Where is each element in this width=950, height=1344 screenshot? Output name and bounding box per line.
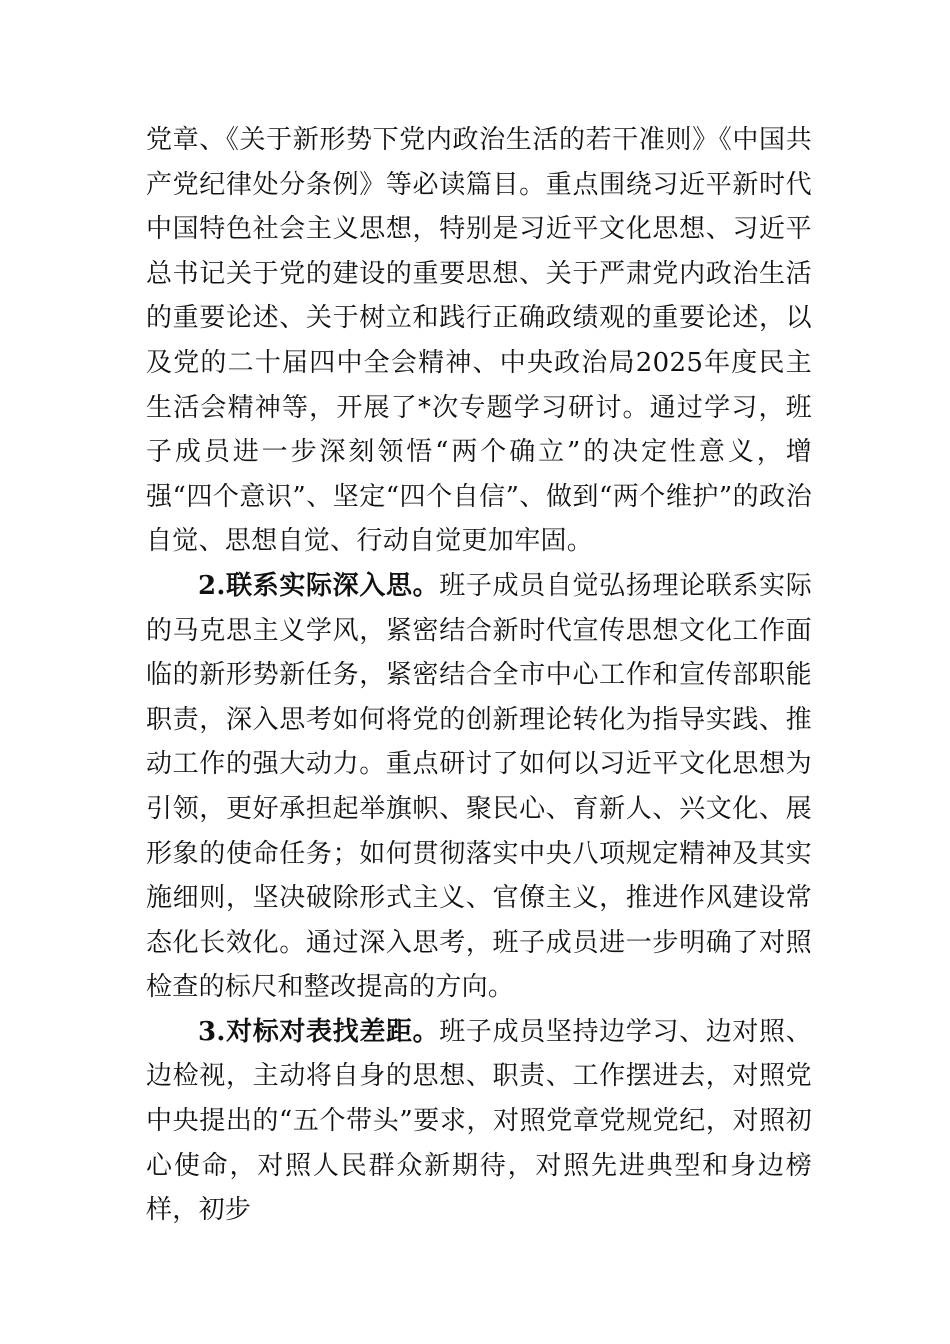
paragraph-3 <box>146 1010 812 1233</box>
paragraph-3-text: 班子成员坚持边学习、边对照、边检视，主动将自身的思想、职责、工作摆进去，对照党中央提出的“五个带头”要求，对照党章党规党纪，对照初心使命，对照人民群众新期待，对照先进典型和身边榜样，初步 <box>146 1016 812 1226</box>
paragraph-2-heading: 2.联系实际深入思。 <box>198 570 440 601</box>
paragraph-2 <box>146 564 812 1010</box>
paragraph-2-text: 班子成员自觉弘扬理论联系实际的马克思主义学风，紧密结合新时代宣传思想文化工作面临的新形势新任务，紧密结合全市中心工作和宣传部职能职责，深入思考如何将党的创新理论转化为指导实践、推动工作的强大动力。重点研讨了如何以习近平文化思想为引领，更好承担起举旗帜、聚民心、育新人、兴文化、展形象的使命任务；如何贯彻落实中央八项规定精神及其实施细则，坚决破除形式主义、官僚主义，推进作风建设常态化长效化。通过深入思考，班子成员进一步明确了对照检查的标尺和整改提高的方向。 <box>146 570 812 1003</box>
document-body <box>146 118 812 1233</box>
paragraph-1-text: 党章、《关于新形势下党内政治生活的若干准则》《中国共产党纪律处分条例》等必读篇目。重点围绕习近平新时代中国特色社会主义思想，特别是习近平文化思想、习近平总书记关于党的建设的重要思想、关于严肃党内政治生活的重要论述、关于树立和践行正确政绩观的重要论述，以及党的二十届四中全会精神、中央政治局2025年度民主生活会精神等，开展了*次专题学习研讨。通过学习，班子成员进一步深刻领悟“两个确立”的决定性意义，增强“四个意识”、坚定“四个自信”、做到“两个维护”的政治自觉、思想自觉、行动自觉更加牢固。 <box>146 125 812 557</box>
paragraph-3-heading: 3.对标对表找差距。 <box>198 1016 440 1047</box>
paragraph-1 <box>146 118 812 564</box>
